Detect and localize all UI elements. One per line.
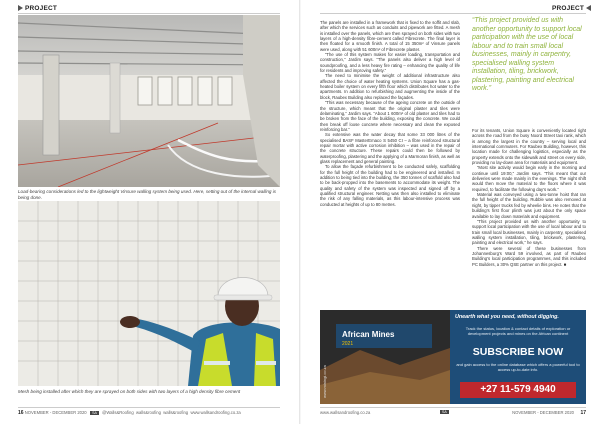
website-url-right[interactable]: www.wallsandroofing.co.za: [320, 410, 371, 415]
body-column-right: [472, 128, 586, 267]
section-label-right: PROJECT: [552, 5, 585, 12]
ad-headline: Unearth what you need, without digging.: [455, 314, 559, 320]
footer-rule-right: [320, 407, 586, 408]
issue-date-right: NOVEMBER - DECEMBER 2020: [512, 410, 574, 415]
triangle-icon: [586, 5, 591, 11]
section-label-left: PROJECT: [25, 5, 58, 12]
page-number-left: 16: [18, 410, 24, 416]
page-number-right: 17: [580, 410, 586, 416]
paragraph: “Most site activity would begin early in the morning and continue until 19:00,” Jardim says. “This meant that our deliveries were made mainly in the evenings. The night shift would then move the material to the floors where it was required, to facilitate the following day’s work.”: [472, 165, 586, 192]
ad-vertical-url: www.miningi.co.za: [322, 365, 327, 398]
social-linkedin[interactable]: walls&roofing: [163, 410, 189, 415]
paragraph: Material was conveyed using a two-tonne hoist that ran the full height of the building. Rubble was also removed at night, by tipper trucks fed by wheelie bins. He notes that the building’s first floor plinth was just about the only space available to lay down materials and equipment.: [472, 192, 586, 219]
paragraph: “This was necessary because of the ageing concrete on the outside of the structure, which meant that the original plaster and tiles were delaminating,” Jardim says. “About 1 600m² of old plaster and tiles had to be broken from the face of the building, exposing the concrete. We could then break off loose concrete where necessary and clean the exposed reinforcing bar.”: [320, 100, 460, 132]
ad-cta-sub: and gain access to the online database which offers a powerful tool to access up-to-date info.: [456, 362, 580, 372]
pull-quote: “This project provided us with another opportunity to support local participation with the use of local labour and to train small local businesses, mainly in carpentry, specialised walling system installation, tiling, brickwork, plastering, painting and electrical work.”: [472, 17, 582, 92]
paragraph: The need to minimise the weight of additional infrastructure also affected the choice of water heating systems. Union Square has a gas-heated boiler system on every fifth floor which distributes hot water to the apartments. In addition to refurbishing and augmenting the inside of the block, Raubex Building also replaced the façades.: [320, 73, 460, 100]
paragraph: “This project provided us with another opportunity to support local participation with the use of local labour and to train small local businesses, mainly in carpentry, specialised walling system installation, tiling, brickwork, plastering, painting and electrical work,” he says.: [472, 218, 586, 246]
triangle-icon: [18, 5, 23, 11]
ad-subscribe-cta[interactable]: SUBSCRIBE NOW: [472, 346, 564, 358]
paragraph: There were several of these businesses from Johannesburg’s Ward 59 involved, as part of Raubex Building’s local participation programmes, and this included PC Builders, a 30% QSE partner on this project. ■: [472, 245, 586, 267]
header-rule-right: [320, 13, 586, 14]
photo1-illustration: [18, 15, 280, 187]
issue-date-left: NOVEMBER - DECEMBER 2020: [24, 410, 87, 415]
photo-interior-construction: [18, 15, 280, 187]
footer-rule-left: [18, 407, 280, 408]
ad-body: Track the status, location & contact details of exploration or development projects and mines on the African continent: [465, 326, 571, 336]
header-rule-left: [18, 13, 280, 14]
section-header-left: [18, 5, 57, 12]
ad-brand-year: 2021: [342, 341, 354, 347]
publisher-logo-left: SA: [92, 411, 97, 415]
ad-mines-image[interactable]: [320, 310, 450, 404]
ad-phone[interactable]: +27 11-579 4940: [460, 382, 576, 398]
photo-worker-mesh: [18, 201, 280, 386]
footer-left: [18, 410, 288, 416]
photo1-caption: Load-bearing considerations led to the lightweight Vinsure walling system being used. Here, setting out of the internal walling is being done.: [18, 189, 277, 200]
footer-right: [320, 410, 586, 415]
paragraph: To allow the façade refurbishment to be conducted safely, scaffolding for the full height of the building had to be engineered and installed. In addition to being tied into the building, the 350 tonnes of scaffold also had to be back-propped into the basements to accommodate its weight. The quality and safety of the system was inspected and signed off by a qualified structural engineer. Netting was then also installed to eliminate the risk of any falling materials, as this labour-intensive process was conducted at heights of up to 80 metres.: [320, 164, 460, 207]
photo2-caption: Mesh being installed after which they are sprayed on both sides with two layers of a high density fibre cement: [18, 389, 241, 394]
paragraph: For its tenants, Union Square is conveniently located right across the road from the busy Noord Street taxi rank, which is among the largest in the country – serving local and international commuters. For Raubex Building, however, this location made for challenging logistics, especially as the property extends onto the sidewalk and street on every side, providing no lay-down area for materials and equipment.: [472, 128, 586, 166]
ad-subscribe-panel[interactable]: [450, 310, 586, 404]
body-column-middle: [320, 20, 460, 207]
gutter: [299, 0, 301, 424]
paragraph: So extensive was the water decay that some 33 000 litres of the specialised BASF MasterEmaco S 5450 CI – a fibre reinforced structural repair mortar with active corrosion inhibition – was used in the repair of the concrete structure. These repairs could then be followed by waterproofing, plastering and the applying of a Marmoran finish, as well as glass replacement and general painting.: [320, 132, 460, 164]
publisher-logo-right: SA: [442, 410, 447, 414]
section-header-right: [552, 5, 591, 12]
paragraph: The panels are installed in a framework that is fixed to the soffit and slab, after which the services such as conduits and pipework are fitted. A mesh is installed over the panels, which are then sprayed on both sides with two layers of a high-density fibre-cement called Fibrecrete. The final layer is then floated for a smooth finish. A total of 15 350m² of Vinsure panels were used, along with 51 600m² of Fibrecrete plaster.: [320, 20, 460, 52]
paragraph: “The use of this system makes for easier loading, transportation and construction,” Jardim says. “The panels also deliver a high level of soundproofing, and a less heavy fire rating – enhancing the quality of life for residents and improving safety.”: [320, 52, 460, 74]
ad-brand: African Mines: [342, 330, 395, 339]
social-facebook[interactable]: walls&roofing: [136, 410, 161, 415]
social-twitter[interactable]: @Walls&Roofing: [102, 410, 134, 415]
ad-mine-illustration: [320, 310, 450, 404]
website-url-left[interactable]: www.wallsandroofing.co.za: [190, 410, 241, 415]
photo2-illustration: [18, 201, 280, 386]
